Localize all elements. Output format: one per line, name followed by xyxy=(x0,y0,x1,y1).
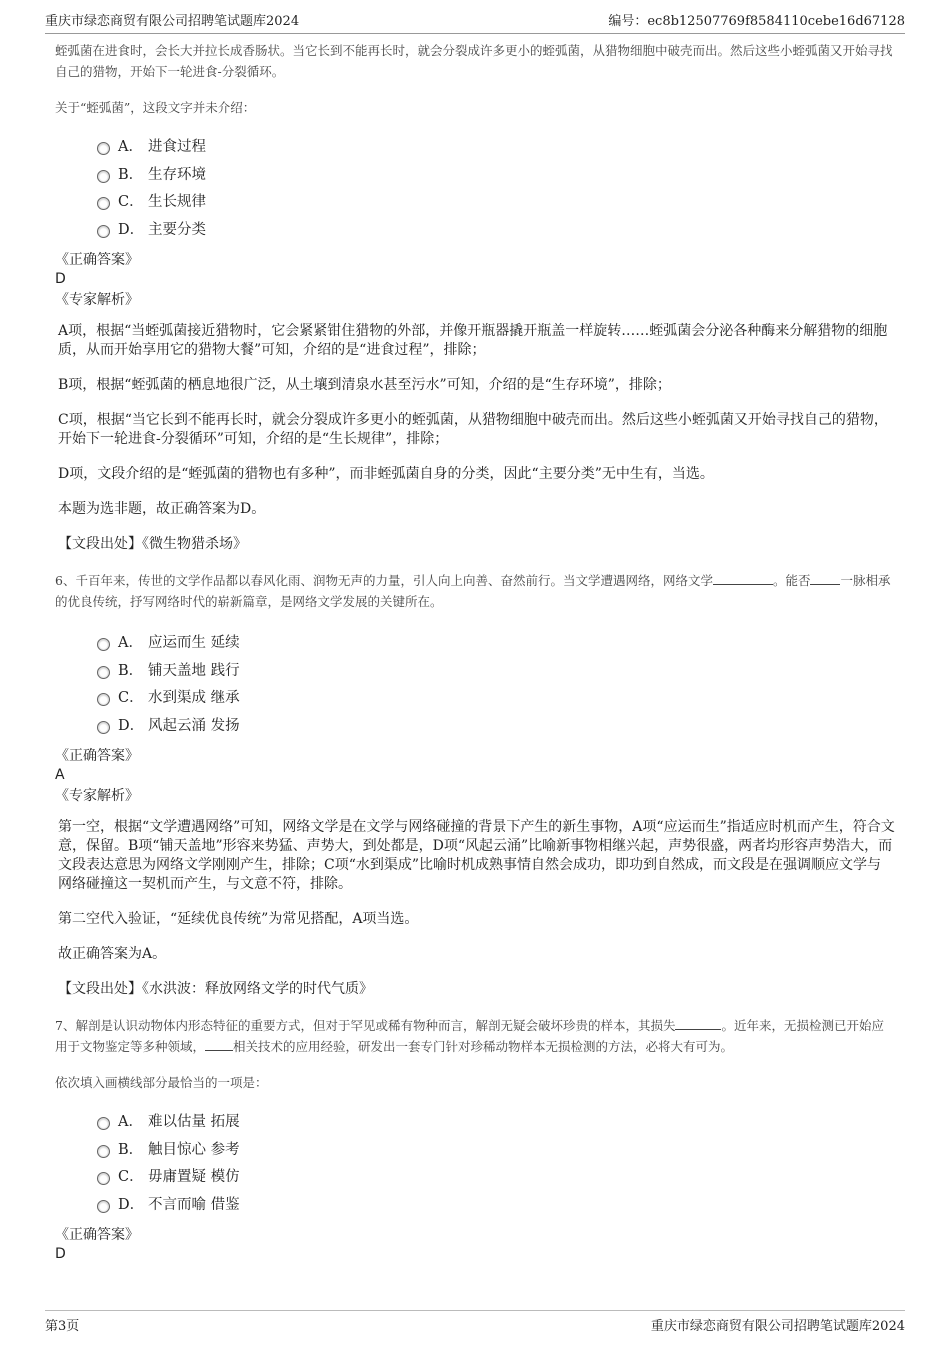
q6-option-c[interactable]: C． 水到渠成 继承 xyxy=(97,683,895,711)
radio-icon[interactable] xyxy=(97,693,110,706)
q5-analysis-d: D项，文段介绍的是“蛭弧菌的猎物也有多种”，而非蛭弧菌自身的分类，因此“主要分类”无中生有，当选。 xyxy=(58,466,714,482)
page-number: 第3页 xyxy=(45,1319,80,1334)
radio-icon[interactable] xyxy=(97,666,110,679)
radio-icon[interactable] xyxy=(97,142,110,155)
q6-blank-1 xyxy=(713,571,773,585)
q5-options xyxy=(97,132,895,242)
q6-text: 6、千百年来，传世的文学作品都以春风化雨、润物无声的力量，引人向上向善、奋然前行。当文学遭遇网络，网络文学 。能否 一脉相承的优良传统，抒写网络时代的崭新篇章，是网络文学发展的关键所在。 xyxy=(55,573,891,609)
q7-option-c[interactable]: C． 毋庸置疑 模仿 xyxy=(97,1162,895,1190)
q6-option-b[interactable]: B． 铺天盖地 践行 xyxy=(97,656,895,684)
radio-icon[interactable] xyxy=(97,170,110,183)
radio-icon[interactable] xyxy=(97,197,110,210)
q7-answer-label: 《正确答案》 xyxy=(55,1227,139,1243)
q5-prompt: 关于“蛭弧菌”，这段文字并未介绍： xyxy=(55,100,256,115)
q6-analysis-conclusion: 故正确答案为A。 xyxy=(58,946,167,962)
q5-analysis-label: 《专家解析》 xyxy=(55,292,139,308)
q6-option-d[interactable]: D． 风起云涌 发扬 xyxy=(97,711,895,739)
radio-icon[interactable] xyxy=(97,721,110,734)
question-5 xyxy=(55,40,895,554)
q6-option-a[interactable]: A． 应运而生 延续 xyxy=(97,628,895,656)
q7-blank-2 xyxy=(205,1037,233,1051)
q7-prompt: 依次填入画横线部分最恰当的一项是： xyxy=(55,1075,268,1090)
page-content xyxy=(55,40,895,1263)
q7-option-b[interactable]: B． 触目惊心 参考 xyxy=(97,1135,895,1163)
q5-option-a[interactable]: A． 进食过程 xyxy=(97,132,895,160)
q7-blank-1 xyxy=(675,1016,721,1030)
q5-analysis-conclusion: 本题为选非题，故正确答案为D。 xyxy=(58,501,266,517)
q6-blank-2 xyxy=(810,571,840,585)
radio-icon[interactable] xyxy=(97,1145,110,1158)
q5-option-b[interactable]: B． 生存环境 xyxy=(97,160,895,188)
question-7 xyxy=(55,1015,895,1263)
radio-icon[interactable] xyxy=(97,1200,110,1213)
q7-options xyxy=(97,1107,895,1217)
q6-source: 【文段出处】《水洪波：释放网络文学的时代气质》 xyxy=(58,981,373,997)
q7-option-d[interactable]: D． 不言而喻 借鉴 xyxy=(97,1190,895,1218)
q6-analysis-label: 《专家解析》 xyxy=(55,788,139,804)
q7-answer: D xyxy=(55,1246,66,1262)
q5-analysis-c: C项，根据“当它长到不能再长时，就会分裂成许多更小的蛭弧菌，从猎物细胞中破壳而出。然后这些小蛭弧菌又开始寻找自己的猎物，开始下一轮进食-分裂循环”可知，介绍的是“生长规律”，排除； xyxy=(58,412,888,447)
q5-answer: D xyxy=(55,271,66,287)
page-footer xyxy=(45,1310,905,1334)
q5-option-d[interactable]: D． 主要分类 xyxy=(97,215,895,243)
q6-answer-label: 《正确答案》 xyxy=(55,748,139,764)
radio-icon[interactable] xyxy=(97,225,110,238)
q6-answer: A xyxy=(55,767,65,783)
q6-analysis-2: 第二空代入验证，“延续优良传统”为常见搭配，A项当选。 xyxy=(58,911,419,927)
radio-icon[interactable] xyxy=(97,1117,110,1130)
q5-analysis-a: A项，根据“当蛭弧菌接近猎物时，它会紧紧钳住猎物的外部，并像开瓶器撬开瓶盖一样旋转……蛭弧菌会分泌各种酶来分解猎物的细胞质，从而开始享用它的猎物大餐”可知，介绍的是“进食过程”，排除； xyxy=(58,323,888,358)
q5-source: 【文段出处】《微生物猎杀场》 xyxy=(58,536,247,552)
radio-icon[interactable] xyxy=(97,1172,110,1185)
page-header xyxy=(45,12,905,34)
question-6 xyxy=(55,570,895,999)
header-serial: 编号：ec8b12507769f8584110cebe16d67128 xyxy=(608,14,905,29)
q6-options xyxy=(97,628,895,738)
header-title: 重庆市绿恋商贸有限公司招聘笔试题库2024 xyxy=(45,14,300,29)
q5-answer-label: 《正确答案》 xyxy=(55,252,139,268)
q5-analysis-b: B项，根据“蛭弧菌的栖息地很广泛，从土壤到清泉水甚至污水”可知，介绍的是“生存环境”，排除； xyxy=(58,377,671,393)
footer-title: 重庆市绿恋商贸有限公司招聘笔试题库2024 xyxy=(650,1319,905,1334)
q5-passage: 蛭弧菌在进食时，会长大并拉长成香肠状。当它长到不能再长时，就会分裂成许多更小的蛭弧菌，从猎物细胞中破壳而出。然后这些小蛭弧菌又开始寻找自己的猎物，开始下一轮进食-分裂循环。 xyxy=(55,43,893,79)
q7-option-a[interactable]: A． 难以估量 拓展 xyxy=(97,1107,895,1135)
q6-analysis-1: 第一空，根据“文学遭遇网络”可知，网络文学是在文学与网络碰撞的背景下产生的新生事物，A项“应运而生”指适应时机而产生，符合文意，保留。B项“铺天盖地”形容来势猛、声势大，到处都是，D项“风起云涌”比喻新事物相继兴起，声势很盛，两者均形容声势浩大，而文段表达意思为网络文学刚刚产生，排除；C项“水到渠成”比喻时机成熟事情自然会成功，即功到自然成，而文段是在强调顺应文学与网络碰撞这一契机而产生，与文意不符，排除。 xyxy=(58,819,895,892)
q5-option-c[interactable]: C． 生长规律 xyxy=(97,187,895,215)
q7-text: 7、解剖是认识动物体内形态特征的重要方式，但对于罕见或稀有物种而言，解剖无疑会破坏珍贵的样本，其损失 。近年来，无损检测已开始应用于文物鉴定等多种领域， 相关技术的应用经验，研发出一套专门针对珍稀动物样本无损检测的方法，必将大有可为。 xyxy=(55,1018,884,1054)
radio-icon[interactable] xyxy=(97,638,110,651)
